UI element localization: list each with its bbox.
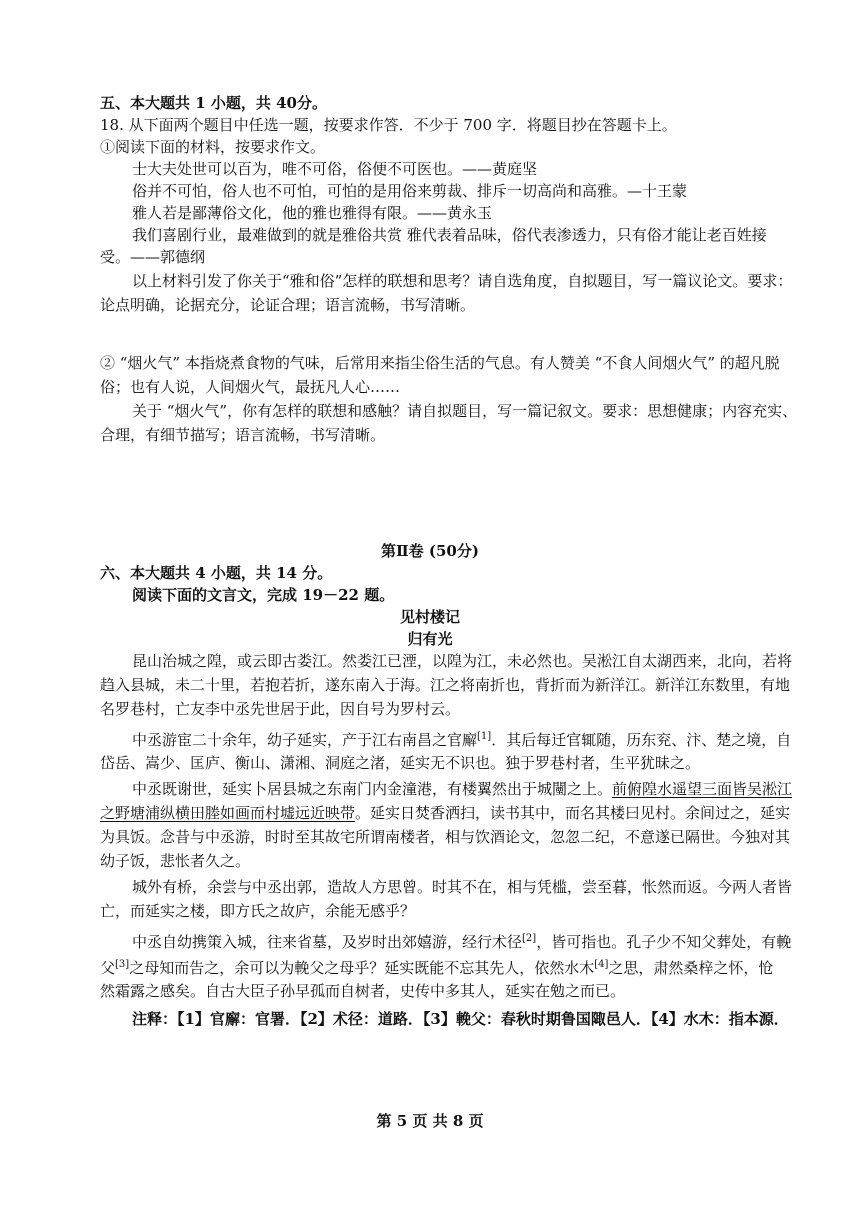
section5-header: 五、本大题共 1 小题，共 40分。	[100, 94, 327, 112]
quote-huang-tingjian: 士大夫处世可以百为，唯不可俗，俗便不可医也。——黄庭坚	[132, 160, 538, 178]
passage-p5-line1: 中丞自幼携策入城，往来省墓，及岁时出郊嬉游，经行术径[2]，皆可指也。孔子少不知父葬处，有輓	[132, 933, 792, 951]
passage-p2-line2: 岱岳、嵩少、匡庐、衡山、潇湘、洞庭之渚，延实无不识也。独于罗巷村者，生平犹昧之。	[100, 754, 701, 772]
footnotes: 注释：【1】官廨：官署．【2】术径：道路．【3】輓父：春秋时期鲁国陬邑人．【4】水木：指本源．	[132, 1010, 789, 1028]
section6-instruction: 阅读下面的文言文，完成 19－22 题。	[132, 586, 395, 604]
passage-p1-line1: 昆山治城之隍，或云即古娄江。然娄江已湮，以隍为江，未必然也。吴淞江自太湖西来，北向，若将	[132, 652, 793, 670]
page-number: 第 5 页 共 8 页	[376, 1112, 484, 1130]
quote-huang-yongyu: 雅人若是鄙薄俗文化，他的雅也雅得有限。——黄永玉	[132, 204, 493, 222]
passage-p3-line2: 之野塘浦纵横田塍如画而村墟远近映带。延实日焚香洒扫，读书其中，而名其楼曰见村。余间过之，延实	[100, 804, 791, 822]
question-18: 18. 从下面两个题目中任选一题，按要求作答．不少于 700 字．将题目抄在答题卡上。	[100, 116, 677, 134]
quote-guo-degang-line1: 我们喜剧行业，最难做到的就是雅俗共赏 雅代表着品味，俗代表渗透力，只有俗才能让老百姓接	[132, 226, 767, 244]
passage-p4-line2: 亡，而延实之楼，即方氏之故庐，余能无感乎？	[100, 902, 416, 920]
option2-line1: ② “烟火气” 本指烧煮食物的气味，后常用来指尘俗生活的气息。有人赞美 “不食人间烟火气” 的超凡脱	[100, 354, 780, 372]
option1-requirement-line1: 以上材料引发了你关于“雅和俗”怎样的联想和思考？请自选角度，自拟题目，写一篇议论文。要求：	[132, 272, 793, 290]
passage-p2-line1: 中丞游宦二十余年，幼子延实，产于江右南昌之官廨[1]．其后每迁官辄随，历东兖、汴、楚之境，自	[132, 731, 792, 749]
passage-p3-line1: 中丞既谢世，延实卜居县城之东南门内金潼港，有楼翼然出于城闉之上。前俯隍水遥望三面皆吴淞江	[132, 780, 793, 798]
footnote-ref-4: [4]	[594, 959, 609, 970]
option1-title: ①阅读下面的材料，按要求作文。	[100, 138, 326, 156]
passage-p3-line4: 幼子饭，悲怅者久之。	[100, 852, 251, 870]
passage-p1-line2: 趋入县城，未二十里，若抱若折，遂东南入于海。江之将南折也，背折而为新洋江。新洋江东数里，有地	[100, 676, 791, 694]
passage-p3-line3: 为具饭。念昔与中丞游，时时至其故宅所谓南楼者，相与饮酒论文，忽忽二纪，不意遂已隔世。今独对其	[100, 828, 791, 846]
quote-wang-meng: 俗并不可怕，俗人也不可怕，可怕的是用俗来剪裁、排斥一切高尚和高雅。—十王蒙	[132, 182, 688, 200]
passage-title: 见村楼记	[399, 608, 460, 626]
footnote-ref-1: [1]	[477, 731, 492, 742]
footnote-ref-3: [3]	[115, 959, 130, 970]
section6-header: 六、本大题共 4 小题，共 14 分。	[100, 564, 333, 582]
passage-p5-line3: 然霜露之感矣。自古大臣子孙早孤而自树者，史传中多其人，延实在勉之而已。	[100, 982, 626, 1000]
option1-requirement-line2: 论点明确，论据充分，论证合理；语言流畅，书写清晰。	[100, 296, 476, 314]
option2-requirement-line2: 合理，有细节描写；语言流畅，书写清晰。	[100, 426, 386, 444]
option2-requirement-line1: 关于 “烟火气”，你有怎样的联想和感触？请自拟题目，写一篇记叙文。要求：思想健康；内容充实、	[132, 402, 798, 420]
underlined-sentence-part2: 之野塘浦纵横田塍如画而村墟远近映带	[100, 804, 356, 822]
footnote-ref-2: [2]	[522, 933, 537, 944]
underlined-sentence-part1: 前俯隍水遥望三面皆吴淞江	[612, 780, 793, 798]
passage-p5-line2: 父[3]之母知而告之，余可以为輓父之母乎？延实既能不忘其先人，依然水木[4]之思，肃然桑梓之怀，怆	[100, 959, 774, 977]
passage-p4-line1: 城外有桥，余尝与中丞出郭，造故人方思曾。时其不在，相与凭槛，尝至暮，怅然而返。今两人者皆	[132, 878, 793, 896]
part2-title: 第Ⅱ卷 (50分)	[381, 542, 479, 560]
passage-author: 归有光	[407, 630, 453, 648]
passage-p1-line3: 名罗巷村，亡友李中丞先世居于此，因自号为罗村云。	[100, 700, 461, 718]
option2-line2: 俗；也有人说，人间烟火气，最抚凡人心……	[100, 378, 401, 396]
quote-guo-degang-line2: 受。——郭德纲	[100, 248, 206, 266]
